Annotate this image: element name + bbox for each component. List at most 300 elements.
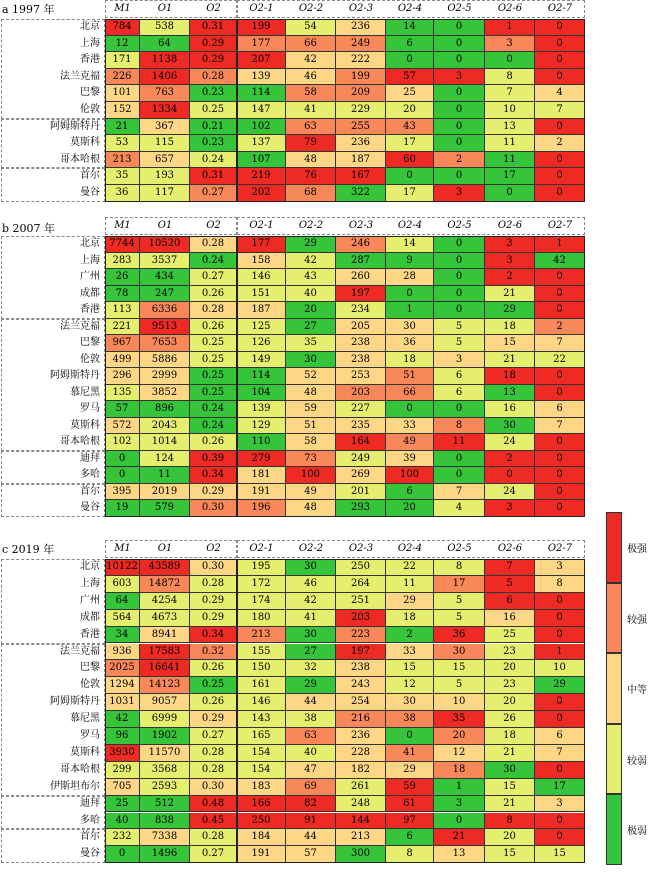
data-cell: 64 bbox=[140, 36, 190, 53]
column-header: O1 bbox=[157, 543, 173, 554]
data-cell: 73 bbox=[286, 451, 336, 468]
column-header: O2-3 bbox=[348, 220, 374, 231]
data-cell: 300 bbox=[336, 846, 386, 863]
data-cell: 30 bbox=[286, 559, 336, 576]
column-header: O2-4 bbox=[397, 543, 423, 554]
data-cell: 25 bbox=[105, 796, 140, 813]
data-cell: 25 bbox=[386, 85, 434, 102]
row-label: 慕尼黑 bbox=[70, 386, 100, 398]
data-cell: 538 bbox=[140, 19, 190, 36]
data-cell: 0 bbox=[434, 236, 485, 253]
data-cell: 39 bbox=[386, 451, 434, 468]
data-cell: 260 bbox=[336, 269, 386, 286]
column-header: O2-6 bbox=[497, 543, 523, 554]
data-cell: 30 bbox=[434, 644, 485, 661]
data-cell: 0.29 bbox=[190, 52, 237, 69]
column-header: O2-3 bbox=[348, 3, 374, 14]
data-cell: 6 bbox=[386, 484, 434, 501]
data-cell: 187 bbox=[336, 152, 386, 169]
data-cell: 0.32 bbox=[190, 644, 237, 661]
data-cell: 0.34 bbox=[190, 627, 237, 644]
data-cell: 1014 bbox=[140, 434, 190, 451]
column-header: O2-7 bbox=[547, 3, 573, 14]
data-cell: 0.34 bbox=[190, 467, 237, 484]
data-cell: 143 bbox=[237, 711, 286, 728]
data-cell: 35 bbox=[286, 335, 336, 352]
data-cell: 114 bbox=[237, 368, 286, 385]
data-cell: 110 bbox=[237, 434, 286, 451]
data-cell: 43 bbox=[286, 269, 336, 286]
data-cell: 124 bbox=[140, 451, 190, 468]
data-cell: 7338 bbox=[140, 829, 190, 846]
row-label: 莫斯科 bbox=[70, 419, 100, 431]
data-cell: 155 bbox=[237, 644, 286, 661]
data-cell: 3 bbox=[434, 352, 485, 369]
data-cell: 57 bbox=[105, 401, 140, 418]
data-cell: 43589 bbox=[140, 559, 190, 576]
data-cell: 232 bbox=[105, 829, 140, 846]
data-cell: 33 bbox=[386, 418, 434, 435]
data-cell: 226 bbox=[105, 69, 140, 86]
data-cell: 149 bbox=[237, 352, 286, 369]
data-cell: 1 bbox=[434, 779, 485, 796]
row-label: 法兰克福 bbox=[60, 70, 100, 82]
data-cell: 199 bbox=[237, 19, 286, 36]
data-cell: 135 bbox=[105, 385, 140, 402]
data-cell: 7744 bbox=[105, 236, 140, 253]
data-cell: 1334 bbox=[140, 102, 190, 119]
data-cell: 0 bbox=[434, 467, 485, 484]
data-cell: 48 bbox=[286, 152, 336, 169]
data-cell: 35 bbox=[434, 711, 485, 728]
data-cell: 6 bbox=[535, 728, 585, 745]
column-header: O2-5 bbox=[447, 220, 472, 231]
data-cell: 0 bbox=[535, 467, 585, 484]
data-cell: 43 bbox=[386, 119, 434, 136]
row-label: 香港 bbox=[80, 628, 100, 640]
data-cell: 283 bbox=[105, 253, 140, 270]
data-cell: 0 bbox=[535, 36, 585, 53]
data-cell: 21 bbox=[485, 796, 535, 813]
data-cell: 18 bbox=[386, 610, 434, 627]
data-cell: 11 bbox=[434, 434, 485, 451]
data-cell: 3 bbox=[434, 796, 485, 813]
data-cell: 21 bbox=[434, 829, 485, 846]
data-cell: 213 bbox=[105, 152, 140, 169]
legend-label: 极强 bbox=[627, 544, 647, 556]
column-header: O2-7 bbox=[547, 220, 573, 231]
data-cell: 53 bbox=[105, 135, 140, 152]
data-cell: 0 bbox=[535, 385, 585, 402]
data-cell: 30 bbox=[286, 352, 336, 369]
data-cell: 8 bbox=[434, 559, 485, 576]
data-cell: 4 bbox=[535, 85, 585, 102]
data-cell: 0 bbox=[434, 813, 485, 830]
data-cell: 76 bbox=[286, 168, 336, 185]
data-cell: 0.26 bbox=[190, 694, 237, 711]
data-cell: 1294 bbox=[105, 677, 140, 694]
column-header: O2-3 bbox=[348, 543, 374, 554]
data-cell: 40 bbox=[286, 286, 336, 303]
data-cell: 17 bbox=[485, 168, 535, 185]
data-cell: 255 bbox=[336, 119, 386, 136]
data-cell: 207 bbox=[237, 52, 286, 69]
data-cell: 0 bbox=[535, 829, 585, 846]
data-cell: 96 bbox=[105, 728, 140, 745]
data-cell: 40 bbox=[105, 813, 140, 830]
column-header: O2-1 bbox=[249, 3, 274, 14]
data-cell: 221 bbox=[105, 319, 140, 336]
column-header: O2-4 bbox=[397, 3, 423, 14]
row-label: 阿姆斯特丹 bbox=[50, 696, 100, 708]
data-cell: 181 bbox=[237, 467, 286, 484]
row-label: 法兰克福 bbox=[60, 320, 100, 332]
data-cell: 18 bbox=[434, 762, 485, 779]
data-cell: 0.27 bbox=[190, 846, 237, 863]
data-cell: 30 bbox=[485, 418, 535, 435]
data-cell: 191 bbox=[237, 846, 286, 863]
data-cell: 499 bbox=[105, 352, 140, 369]
data-cell: 0.27 bbox=[190, 185, 237, 202]
row-label: 香港 bbox=[80, 304, 100, 315]
data-cell: 63 bbox=[286, 728, 336, 745]
data-cell: 49 bbox=[286, 484, 336, 501]
data-cell: 5886 bbox=[140, 352, 190, 369]
data-cell: 0.27 bbox=[190, 728, 237, 745]
data-cell: 0 bbox=[535, 52, 585, 69]
data-cell: 2593 bbox=[140, 779, 190, 796]
data-cell: 0 bbox=[535, 813, 585, 830]
data-cell: 44 bbox=[286, 694, 336, 711]
data-cell: 0 bbox=[535, 627, 585, 644]
data-cell: 161 bbox=[237, 677, 286, 694]
data-cell: 15 bbox=[485, 335, 535, 352]
column-header: O1 bbox=[157, 220, 173, 231]
data-cell: 0 bbox=[434, 135, 485, 152]
data-cell: 13 bbox=[485, 385, 535, 402]
row-label: 迪拜 bbox=[80, 452, 100, 464]
data-cell: 102 bbox=[105, 434, 140, 451]
row-label: 莫斯科 bbox=[70, 137, 100, 149]
data-cell: 434 bbox=[140, 269, 190, 286]
data-cell: 8 bbox=[485, 813, 535, 830]
data-cell: 177 bbox=[237, 36, 286, 53]
row-label: 成都 bbox=[80, 611, 100, 623]
data-cell: 1 bbox=[535, 236, 585, 253]
data-cell: 16 bbox=[485, 401, 535, 418]
data-cell: 51 bbox=[386, 368, 434, 385]
data-cell: 0 bbox=[434, 253, 485, 270]
legend-label: 中等 bbox=[627, 685, 647, 697]
data-cell: 3 bbox=[434, 185, 485, 202]
column-header: O2-7 bbox=[547, 543, 573, 554]
row-label: 伦敦 bbox=[80, 679, 100, 691]
data-cell: 154 bbox=[237, 745, 286, 762]
data-cell: 57 bbox=[386, 69, 434, 86]
data-cell: 0 bbox=[105, 846, 140, 863]
data-cell: 0.29 bbox=[190, 711, 237, 728]
data-cell: 0.29 bbox=[190, 593, 237, 610]
data-cell: 14872 bbox=[140, 576, 190, 593]
legend-label: 极弱 bbox=[627, 826, 647, 838]
data-cell: 167 bbox=[336, 168, 386, 185]
data-cell: 8 bbox=[386, 846, 434, 863]
data-cell: 58 bbox=[286, 434, 336, 451]
data-cell: 238 bbox=[336, 660, 386, 677]
data-cell: 3 bbox=[535, 796, 585, 813]
data-cell: 34 bbox=[105, 627, 140, 644]
column-header: M1 bbox=[114, 3, 131, 14]
data-cell: 238 bbox=[336, 352, 386, 369]
data-cell: 23 bbox=[485, 644, 535, 661]
data-cell: 18 bbox=[485, 368, 535, 385]
data-cell: 40 bbox=[286, 745, 336, 762]
data-cell: 203 bbox=[336, 385, 386, 402]
data-cell: 216 bbox=[336, 711, 386, 728]
data-cell: 0 bbox=[535, 500, 585, 517]
data-cell: 0 bbox=[434, 269, 485, 286]
row-label: 莫斯科 bbox=[70, 746, 100, 758]
data-cell: 0 bbox=[535, 610, 585, 627]
data-cell: 7 bbox=[535, 745, 585, 762]
data-cell: 6999 bbox=[140, 711, 190, 728]
data-cell: 129 bbox=[237, 418, 286, 435]
data-cell: 0.29 bbox=[190, 484, 237, 501]
row-label: 伦敦 bbox=[80, 353, 100, 365]
data-cell: 784 bbox=[105, 19, 140, 36]
column-header: O2-2 bbox=[298, 543, 324, 554]
data-cell: 97 bbox=[386, 813, 434, 830]
data-cell: 0.24 bbox=[190, 152, 237, 169]
row-label: 成都 bbox=[80, 287, 100, 299]
data-cell: 21 bbox=[485, 745, 535, 762]
data-cell: 0 bbox=[535, 69, 585, 86]
data-cell: 15 bbox=[535, 846, 585, 863]
data-cell: 0 bbox=[535, 119, 585, 136]
data-cell: 0.30 bbox=[190, 559, 237, 576]
data-cell: 183 bbox=[237, 779, 286, 796]
row-label: 上海 bbox=[80, 254, 100, 266]
legend-label: 较强 bbox=[627, 614, 647, 626]
data-cell: 8 bbox=[434, 418, 485, 435]
data-cell: 0.28 bbox=[190, 829, 237, 846]
data-cell: 27 bbox=[286, 319, 336, 336]
row-label: 广州 bbox=[80, 271, 100, 282]
data-cell: 79 bbox=[286, 135, 336, 152]
data-cell: 0 bbox=[386, 286, 434, 303]
data-cell: 213 bbox=[336, 829, 386, 846]
data-cell: 117 bbox=[140, 185, 190, 202]
data-cell: 250 bbox=[336, 559, 386, 576]
data-cell: 0.26 bbox=[190, 286, 237, 303]
data-cell: 48 bbox=[286, 385, 336, 402]
data-cell: 29 bbox=[485, 302, 535, 319]
data-cell: 20 bbox=[434, 728, 485, 745]
data-cell: 299 bbox=[105, 762, 140, 779]
data-cell: 3852 bbox=[140, 385, 190, 402]
data-cell: 126 bbox=[237, 335, 286, 352]
data-cell: 967 bbox=[105, 335, 140, 352]
data-cell: 279 bbox=[237, 451, 286, 468]
data-cell: 6 bbox=[535, 401, 585, 418]
data-cell: 223 bbox=[336, 627, 386, 644]
data-cell: 47 bbox=[286, 762, 336, 779]
row-label: 迪拜 bbox=[80, 797, 100, 809]
data-cell: 201 bbox=[336, 484, 386, 501]
data-cell: 229 bbox=[336, 102, 386, 119]
data-cell: 896 bbox=[140, 401, 190, 418]
data-cell: 219 bbox=[237, 168, 286, 185]
column-header: M1 bbox=[114, 543, 131, 554]
data-cell: 0.25 bbox=[190, 102, 237, 119]
data-cell: 8 bbox=[535, 576, 585, 593]
data-cell: 6 bbox=[434, 368, 485, 385]
data-cell: 0.24 bbox=[190, 418, 237, 435]
data-cell: 763 bbox=[140, 85, 190, 102]
data-cell: 0 bbox=[386, 728, 434, 745]
legend-swatch bbox=[606, 724, 622, 795]
data-cell: 1902 bbox=[140, 728, 190, 745]
data-cell: 0 bbox=[535, 19, 585, 36]
data-cell: 113 bbox=[105, 302, 140, 319]
column-header: O2-2 bbox=[298, 3, 324, 14]
data-cell: 0.21 bbox=[190, 119, 237, 136]
data-cell: 18 bbox=[386, 352, 434, 369]
data-cell: 0 bbox=[386, 401, 434, 418]
data-cell: 0.25 bbox=[190, 352, 237, 369]
data-cell: 6 bbox=[434, 385, 485, 402]
data-cell: 107 bbox=[237, 152, 286, 169]
data-cell: 203 bbox=[336, 610, 386, 627]
data-cell: 0 bbox=[485, 467, 535, 484]
column-header: O2-6 bbox=[497, 3, 523, 14]
data-cell: 42 bbox=[105, 711, 140, 728]
data-cell: 18 bbox=[485, 728, 535, 745]
data-cell: 249 bbox=[336, 451, 386, 468]
data-cell: 7653 bbox=[140, 335, 190, 352]
data-cell: 0 bbox=[535, 762, 585, 779]
data-cell: 248 bbox=[336, 796, 386, 813]
data-cell: 3537 bbox=[140, 253, 190, 270]
data-cell: 2 bbox=[485, 451, 535, 468]
data-cell: 174 bbox=[237, 593, 286, 610]
data-cell: 30 bbox=[386, 694, 434, 711]
data-cell: 35 bbox=[105, 168, 140, 185]
row-label: 曼谷 bbox=[80, 502, 100, 513]
data-cell: 2 bbox=[535, 135, 585, 152]
data-cell: 23 bbox=[485, 677, 535, 694]
data-cell: 147 bbox=[237, 102, 286, 119]
data-cell: 1496 bbox=[140, 846, 190, 863]
data-cell: 228 bbox=[336, 745, 386, 762]
panel-label: a 1997 年 bbox=[2, 3, 55, 16]
data-cell: 22 bbox=[535, 352, 585, 369]
data-cell: 367 bbox=[140, 119, 190, 136]
data-cell: 2019 bbox=[140, 484, 190, 501]
data-cell: 21 bbox=[485, 352, 535, 369]
data-cell: 5 bbox=[434, 610, 485, 627]
data-cell: 60 bbox=[386, 152, 434, 169]
data-cell: 8941 bbox=[140, 627, 190, 644]
data-cell: 657 bbox=[140, 152, 190, 169]
data-cell: 249 bbox=[336, 36, 386, 53]
data-cell: 395 bbox=[105, 484, 140, 501]
data-cell: 6 bbox=[386, 829, 434, 846]
data-cell: 10520 bbox=[140, 236, 190, 253]
data-cell: 144 bbox=[336, 813, 386, 830]
data-cell: 7 bbox=[535, 102, 585, 119]
data-cell: 0 bbox=[485, 52, 535, 69]
data-cell: 16641 bbox=[140, 660, 190, 677]
data-cell: 13 bbox=[485, 119, 535, 136]
data-cell: 1 bbox=[386, 302, 434, 319]
data-cell: 26 bbox=[105, 269, 140, 286]
data-cell: 236 bbox=[336, 135, 386, 152]
data-cell: 146 bbox=[237, 694, 286, 711]
data-cell: 26 bbox=[485, 711, 535, 728]
row-label: 伦敦 bbox=[80, 104, 100, 115]
data-cell: 261 bbox=[336, 779, 386, 796]
data-cell: 14 bbox=[386, 236, 434, 253]
data-cell: 213 bbox=[237, 627, 286, 644]
data-cell: 3 bbox=[485, 36, 535, 53]
data-cell: 20 bbox=[286, 302, 336, 319]
panel-label: c 2019 年 bbox=[2, 543, 55, 556]
data-cell: 3 bbox=[485, 253, 535, 270]
row-label: 阿姆斯特丹 bbox=[50, 120, 100, 132]
data-cell: 0.29 bbox=[190, 610, 237, 627]
row-label: 曼谷 bbox=[80, 848, 100, 860]
data-cell: 13 bbox=[434, 846, 485, 863]
data-cell: 29 bbox=[386, 762, 434, 779]
column-header: O2-6 bbox=[497, 220, 523, 231]
data-cell: 49 bbox=[386, 434, 434, 451]
data-cell: 251 bbox=[336, 593, 386, 610]
data-cell: 44 bbox=[286, 829, 336, 846]
data-cell: 102 bbox=[237, 119, 286, 136]
data-cell: 322 bbox=[336, 185, 386, 202]
data-cell: 51 bbox=[286, 418, 336, 435]
data-cell: 10 bbox=[535, 660, 585, 677]
data-cell: 0.28 bbox=[190, 762, 237, 779]
data-cell: 24 bbox=[485, 434, 535, 451]
data-cell: 151 bbox=[237, 286, 286, 303]
data-cell: 25 bbox=[485, 627, 535, 644]
data-cell: 222 bbox=[336, 52, 386, 69]
data-cell: 0 bbox=[386, 52, 434, 69]
legend-swatch bbox=[606, 583, 622, 654]
data-cell: 11570 bbox=[140, 745, 190, 762]
row-label: 北京 bbox=[80, 238, 100, 249]
data-cell: 18 bbox=[485, 319, 535, 336]
data-cell: 28 bbox=[386, 269, 434, 286]
column-header: O2-1 bbox=[249, 543, 274, 554]
row-label: 北京 bbox=[80, 561, 100, 572]
data-cell: 3 bbox=[485, 500, 535, 517]
data-cell: 7 bbox=[485, 85, 535, 102]
data-cell: 58 bbox=[286, 85, 336, 102]
data-cell: 29 bbox=[386, 593, 434, 610]
data-cell: 1 bbox=[535, 644, 585, 661]
data-cell: 0 bbox=[434, 119, 485, 136]
data-cell: 196 bbox=[237, 500, 286, 517]
data-cell: 0.26 bbox=[190, 434, 237, 451]
data-cell: 0 bbox=[434, 19, 485, 36]
data-cell: 7 bbox=[485, 559, 535, 576]
data-cell: 5 bbox=[434, 593, 485, 610]
data-cell: 0 bbox=[434, 286, 485, 303]
data-cell: 0 bbox=[485, 185, 535, 202]
